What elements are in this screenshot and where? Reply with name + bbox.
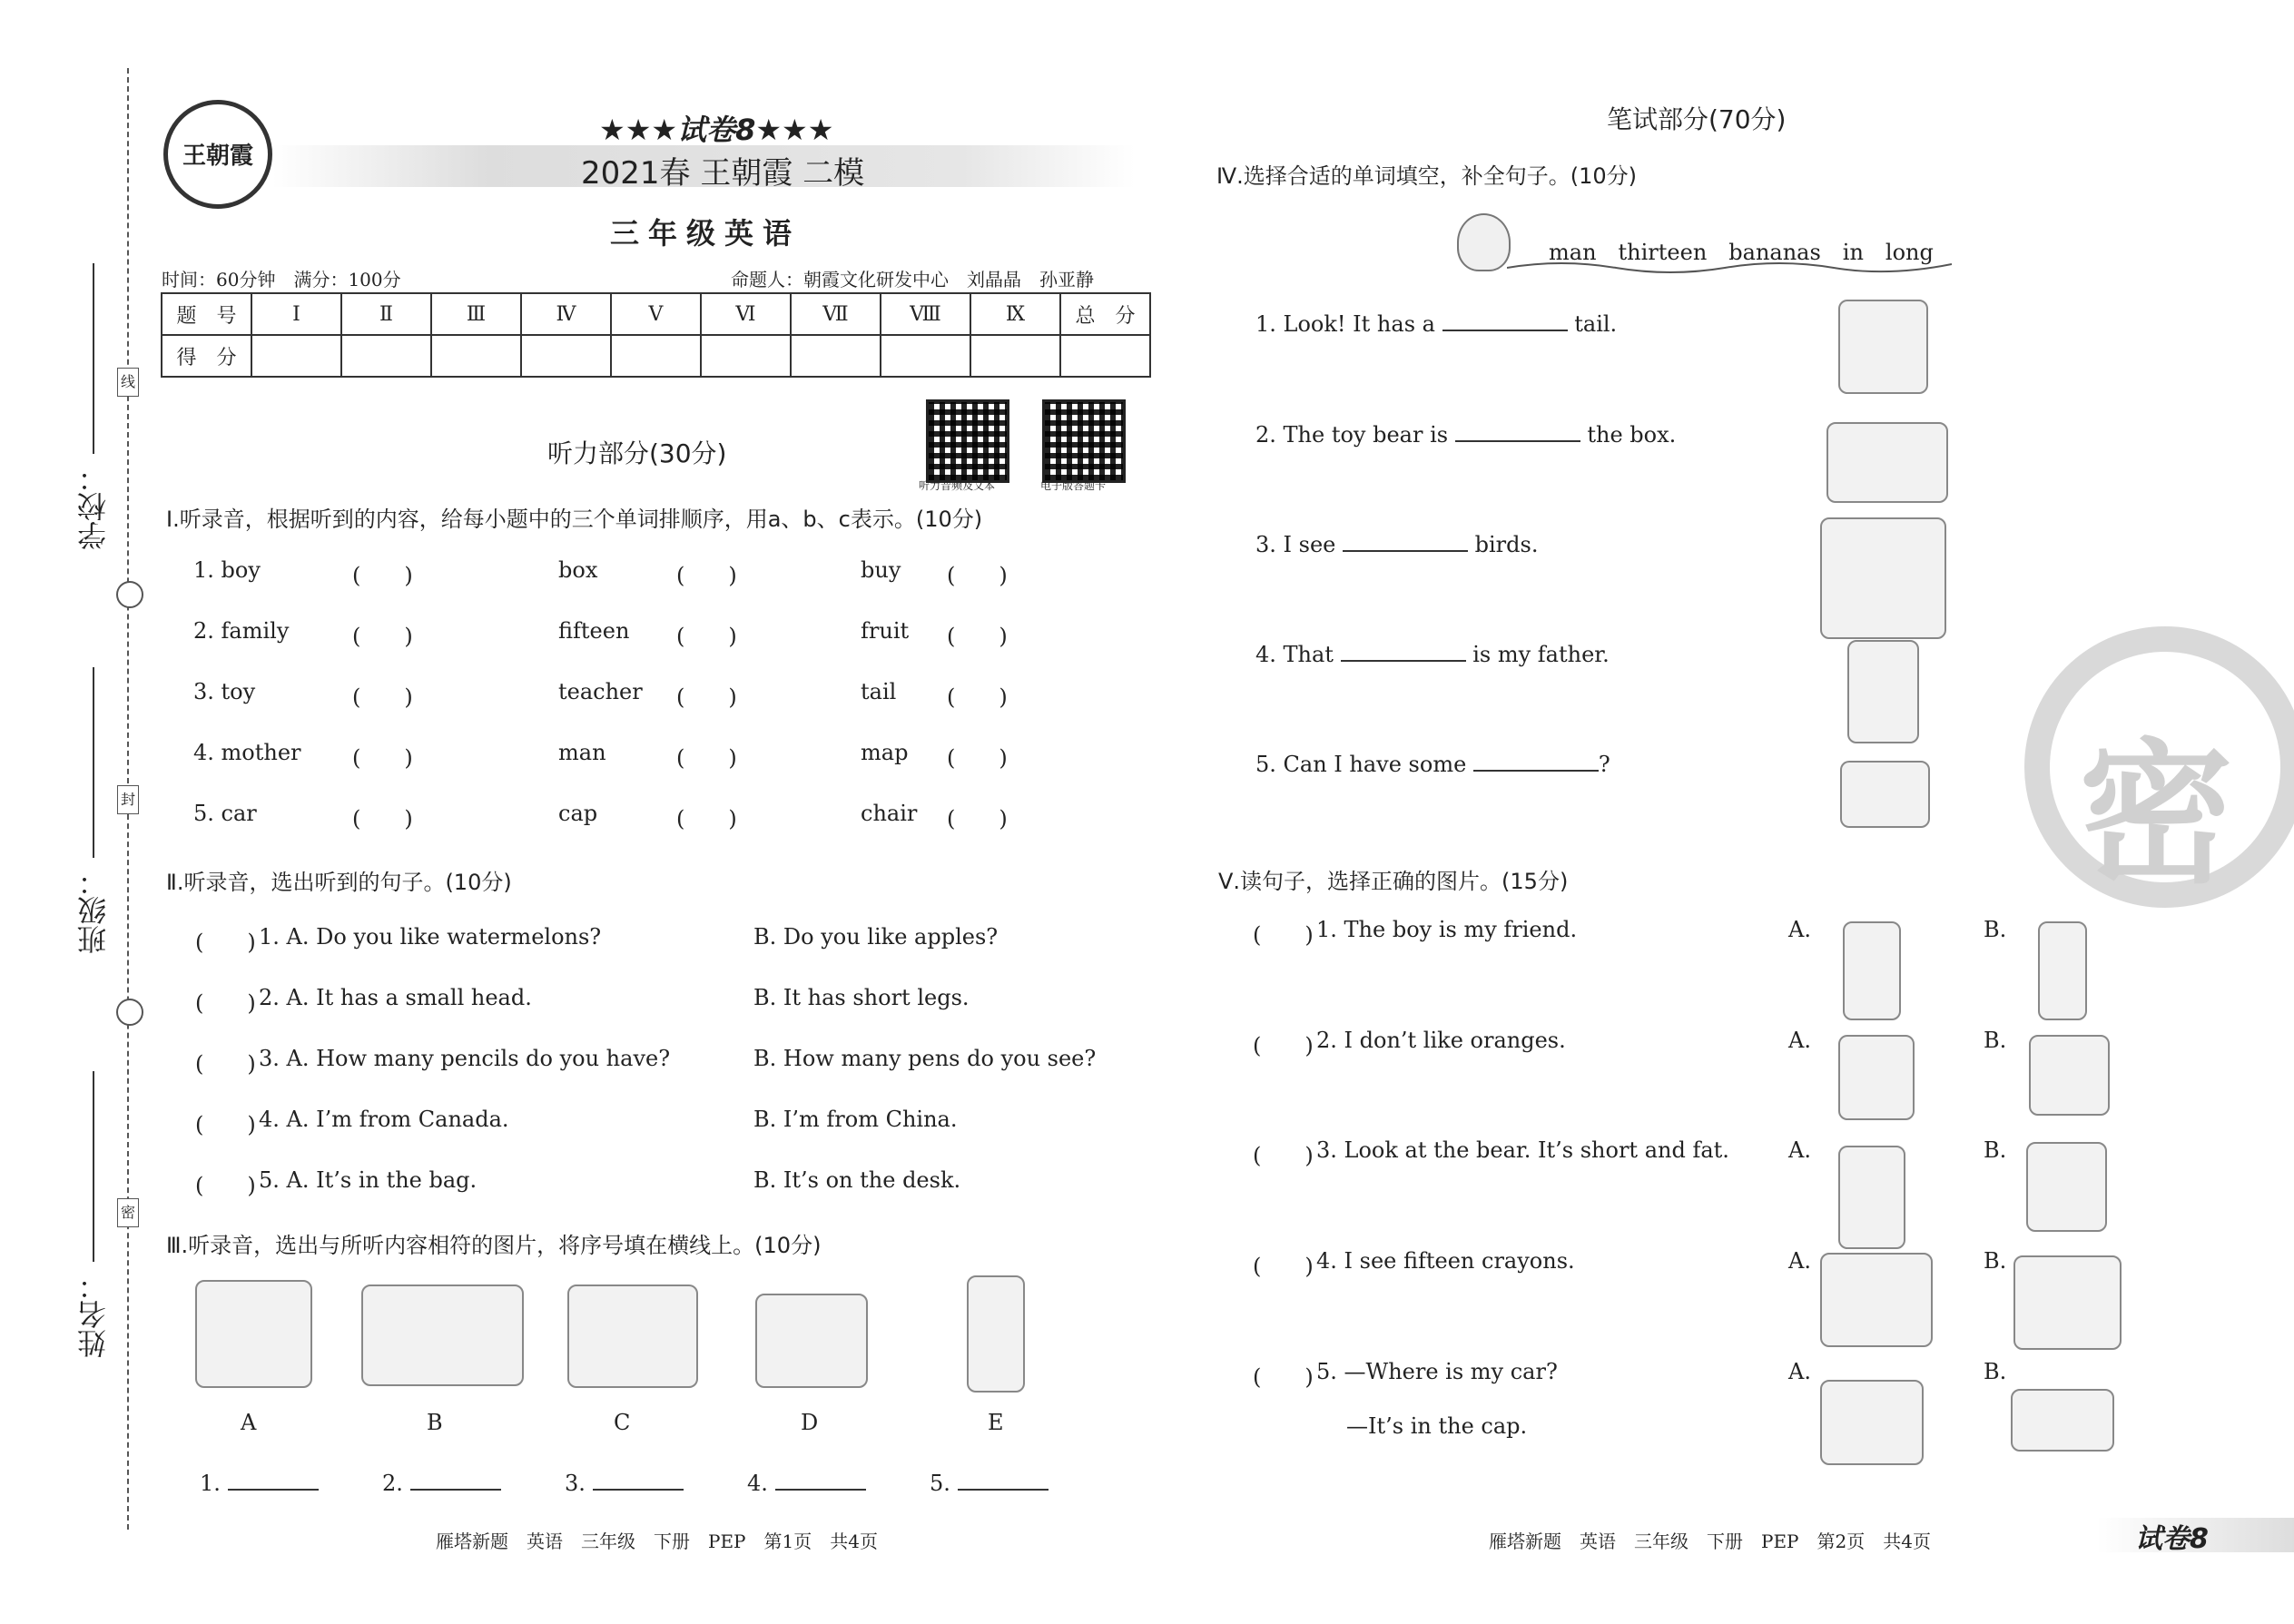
- item-text: 5. —Where is my car?: [1316, 1359, 1558, 1384]
- blank-line[interactable]: [410, 1489, 501, 1491]
- class-fill-line: [93, 667, 94, 858]
- word: 3. toy: [193, 679, 256, 704]
- answer-paren[interactable]: ( ): [947, 745, 1008, 771]
- crayons-b-icon[interactable]: [2013, 1255, 2122, 1350]
- list-item: [195, 985, 1103, 1046]
- answer-paren[interactable]: ( ): [676, 684, 737, 710]
- option-b: B. I’m from China.: [753, 1107, 958, 1132]
- table-cell: 总 分: [1060, 293, 1150, 335]
- fill-item-1: [1255, 311, 1617, 337]
- time-info: 时间：60分钟 满分：100分: [162, 269, 401, 290]
- blank-number: 1.: [200, 1471, 221, 1496]
- blank-line[interactable]: [1455, 440, 1580, 442]
- picture-girls-eating-icon: [195, 1280, 312, 1388]
- list-item: [195, 924, 1103, 985]
- fill-item-2: [1255, 422, 1676, 448]
- table-cell: Ⅲ: [431, 293, 521, 335]
- answer-blank[interactable]: [565, 1471, 684, 1496]
- answer-paren[interactable]: ( ): [1253, 1033, 1314, 1058]
- qr-label: 电子版答题卡: [1040, 479, 1107, 492]
- option-b: B. It’s on the desk.: [753, 1167, 961, 1193]
- score-table-header-row: [162, 293, 1150, 335]
- option-b-label: B.: [1984, 1028, 2007, 1053]
- answer-paren[interactable]: ( ): [947, 563, 1008, 588]
- answer-paren[interactable]: ( ): [947, 806, 1008, 832]
- fill-item-4: [1255, 642, 1610, 667]
- fill-item-5: [1255, 752, 1610, 777]
- exam-title: 2021春 王朝霞 二模: [581, 155, 865, 192]
- logo-seal-icon: [163, 100, 272, 209]
- table-cell: Ⅸ: [970, 293, 1060, 335]
- answer-paren[interactable]: ( ): [947, 624, 1008, 649]
- word: 1. boy: [193, 557, 261, 583]
- option-b-label: B.: [1984, 917, 2007, 942]
- word: 2. family: [193, 618, 290, 644]
- answer-paren[interactable]: ( ): [352, 624, 413, 649]
- seal-line-mark: 线: [117, 368, 139, 397]
- word-bank: man thirteen bananas in long: [1549, 240, 1934, 265]
- option-a-label: A.: [1788, 917, 1811, 942]
- picture-label: D: [801, 1410, 819, 1435]
- item-text: ?: [1598, 752, 1610, 777]
- item-text: 2. The toy bear is: [1255, 422, 1449, 448]
- option-a: 3. A. How many pencils do you have?: [259, 1046, 671, 1071]
- picture-bananas-icon: [361, 1284, 524, 1386]
- class-label: 班级：: [76, 867, 111, 954]
- option-a-label: A.: [1788, 1028, 1811, 1053]
- boy-option-icon[interactable]: [2038, 921, 2087, 1020]
- bear-icon[interactable]: [2026, 1142, 2107, 1232]
- binding-hole-icon: [116, 581, 143, 608]
- table-cell: Ⅰ: [251, 293, 341, 335]
- answer-paren[interactable]: ( ): [352, 563, 413, 588]
- section-2-list: [195, 924, 1103, 1228]
- option-a: 4. A. I’m from Canada.: [259, 1107, 509, 1132]
- answer-paren[interactable]: ( ): [676, 745, 737, 771]
- word: buy: [861, 557, 901, 583]
- answer-blank[interactable]: [747, 1471, 866, 1496]
- car-on-table-icon[interactable]: [1820, 1380, 1924, 1465]
- answer-paren[interactable]: ( ): [676, 806, 737, 832]
- school-label: 学校：: [76, 463, 111, 550]
- word: 5. car: [193, 801, 257, 826]
- answer-paren[interactable]: ( ): [195, 1173, 256, 1198]
- word: map: [861, 740, 909, 765]
- tree-birds-icon: [1820, 517, 1946, 639]
- blank-line[interactable]: [1442, 330, 1568, 331]
- option-a-label: A.: [1788, 1248, 1811, 1274]
- table-cell: Ⅳ: [521, 293, 611, 335]
- word: fifteen: [558, 618, 630, 644]
- word: chair: [861, 801, 918, 826]
- answer-paren[interactable]: ( ): [1253, 1364, 1314, 1390]
- father-icon: [1847, 640, 1919, 743]
- score-input-cell[interactable]: [521, 335, 611, 377]
- option-a-label: A.: [1788, 1359, 1811, 1384]
- name-label: 姓名：: [76, 1271, 111, 1358]
- blank-number: 3.: [565, 1471, 586, 1496]
- list-item: [195, 1046, 1103, 1107]
- blank-line[interactable]: [958, 1489, 1049, 1491]
- written-title: 笔试部分(70分): [1607, 104, 1787, 134]
- item-text: —It’s in the cap.: [1346, 1413, 1528, 1439]
- seal-seal-mark: 封: [117, 785, 139, 814]
- qr-code-icon[interactable]: [926, 399, 1009, 483]
- option-b: B. How many pens do you see?: [753, 1046, 1097, 1071]
- word: teacher: [558, 679, 643, 704]
- giraffe-icon[interactable]: [1838, 1146, 1905, 1249]
- table-cell: Ⅵ: [701, 293, 791, 335]
- picture-bridge-icon: [755, 1294, 868, 1388]
- option-a-label: A.: [1788, 1137, 1811, 1163]
- monkey-icon: [1838, 300, 1928, 394]
- item-text: 3. I see: [1255, 532, 1336, 557]
- item-text: is my father.: [1472, 642, 1610, 667]
- table-cell: 得 分: [162, 335, 251, 377]
- blank-line[interactable]: [1341, 660, 1466, 662]
- word: cap: [558, 801, 598, 826]
- section-5-title: Ⅴ.读句子，选择正确的图片。(15分): [1218, 869, 1569, 894]
- item-text: 4. I see fifteen crayons.: [1316, 1248, 1575, 1274]
- answer-paren[interactable]: ( ): [352, 745, 413, 771]
- qr-code-icon[interactable]: [1042, 399, 1126, 483]
- option-b-label: B.: [1984, 1248, 2007, 1274]
- picture-label: C: [614, 1410, 631, 1435]
- logo-text: 王朝霞: [182, 143, 253, 170]
- watermark-glyph: 密: [2079, 725, 2234, 905]
- blank-number: 4.: [747, 1471, 768, 1496]
- item-text: 3. Look at the bear. It’s short and fat.: [1316, 1137, 1729, 1163]
- list-item: [193, 801, 1056, 861]
- answer-paren[interactable]: ( ): [195, 1051, 256, 1077]
- answer-paren[interactable]: ( ): [676, 624, 737, 649]
- score-input-cell[interactable]: [791, 335, 881, 377]
- score-input-cell[interactable]: [970, 335, 1060, 377]
- duck-icon: [1457, 213, 1511, 271]
- author-info: 命题人：朝霞文化研发中心 刘晶晶 孙亚静: [731, 269, 1094, 290]
- word: fruit: [861, 618, 910, 644]
- picture-toy-car-icon: [567, 1284, 698, 1388]
- footer-tag: 试卷8: [2135, 1523, 2209, 1555]
- answer-paren[interactable]: ( ): [947, 684, 1008, 710]
- answer-paren[interactable]: ( ): [195, 1112, 256, 1137]
- footer-left: 雁塔新题 英语 三年级 下册 PEP 第1页 共4页: [436, 1530, 878, 1552]
- score-input-cell[interactable]: [251, 335, 341, 377]
- item-text: 5. Can I have some: [1255, 752, 1467, 777]
- score-input-cell[interactable]: [1060, 335, 1150, 377]
- word: 4. mother: [193, 740, 301, 765]
- section-5-list: [1253, 917, 2142, 1462]
- option-b: B. Do you like apples?: [753, 924, 999, 950]
- answer-paren[interactable]: ( ): [1253, 1254, 1314, 1279]
- name-fill-line: [93, 1071, 94, 1262]
- answer-paren[interactable]: ( ): [1253, 1143, 1314, 1168]
- item-text: the box.: [1587, 422, 1677, 448]
- blank-line[interactable]: [228, 1489, 319, 1491]
- subject-title: 三年级英语: [610, 216, 802, 251]
- answer-paren[interactable]: ( ): [352, 806, 413, 832]
- blank-number: 2.: [382, 1471, 403, 1496]
- option-b-label: B.: [1984, 1137, 2007, 1163]
- picture-label: E: [988, 1410, 1004, 1435]
- list-item: [195, 1107, 1103, 1167]
- answer-paren[interactable]: ( ): [195, 930, 256, 955]
- list-item: [193, 740, 1056, 801]
- section-3-title: Ⅲ.听录音，选出与所听内容相符的图片，将序号填在横线上。(10分): [166, 1233, 822, 1258]
- section-2-title: Ⅱ.听录音，选出听到的句子。(10分): [166, 870, 512, 895]
- option-a: 2. A. It has a small head.: [259, 985, 532, 1010]
- blank-line[interactable]: [1473, 770, 1599, 772]
- word: tail: [861, 679, 897, 704]
- blank-line[interactable]: [593, 1489, 684, 1491]
- bananas-icon: [1840, 761, 1930, 828]
- fill-item-3: [1255, 532, 1538, 557]
- option-a: 5. A. It’s in the bag.: [259, 1167, 478, 1193]
- footer-right: 雁塔新题 英语 三年级 下册 PEP 第2页 共4页: [1489, 1530, 1931, 1552]
- item-text: birds.: [1474, 532, 1539, 557]
- word: man: [558, 740, 606, 765]
- score-input-cell[interactable]: [701, 335, 791, 377]
- answer-blank[interactable]: [930, 1471, 1049, 1496]
- table-cell: Ⅴ: [611, 293, 701, 335]
- score-input-cell[interactable]: [881, 335, 970, 377]
- table-cell: Ⅱ: [341, 293, 431, 335]
- picture-girl-icon: [967, 1275, 1025, 1393]
- answer-paren[interactable]: ( ): [352, 684, 413, 710]
- item-text: tail.: [1574, 311, 1618, 337]
- score-input-cell[interactable]: [341, 335, 431, 377]
- school-fill-line: [93, 263, 94, 454]
- answer-blank[interactable]: [382, 1471, 501, 1496]
- blank-line[interactable]: [775, 1489, 866, 1491]
- answer-blank[interactable]: [200, 1471, 319, 1496]
- binding-hole-icon: [116, 999, 143, 1026]
- answer-paren[interactable]: ( ): [1253, 922, 1314, 948]
- section-4-title: Ⅳ.选择合适的单词填空，补全句子。(10分): [1216, 163, 1638, 189]
- list-item: [193, 618, 1056, 679]
- picture-label: B: [427, 1410, 443, 1435]
- exam-number: ★★★试卷8★★★: [599, 113, 834, 147]
- score-input-cell[interactable]: [611, 335, 701, 377]
- option-b-label: B.: [1984, 1359, 2007, 1384]
- blank-number: 5.: [930, 1471, 950, 1496]
- table-cell: Ⅷ: [881, 293, 970, 335]
- answer-paren[interactable]: ( ): [195, 990, 256, 1016]
- table-cell: Ⅶ: [791, 293, 881, 335]
- item-text: 4. That: [1255, 642, 1334, 667]
- item-text: 1. The boy is my friend.: [1316, 917, 1578, 942]
- blank-line[interactable]: [1343, 550, 1468, 552]
- score-input-cell[interactable]: [431, 335, 521, 377]
- item-text: 2. I don’t like oranges.: [1316, 1028, 1566, 1053]
- seal-dense-mark: 密: [117, 1198, 139, 1227]
- picture-label: A: [241, 1410, 257, 1435]
- table-cell: 题 号: [162, 293, 251, 335]
- listening-title: 听力部分(30分): [547, 438, 727, 468]
- score-table: [161, 292, 1151, 378]
- qr-label: 听力音频及文本: [919, 479, 996, 492]
- girl-option-icon[interactable]: [1843, 921, 1901, 1020]
- score-table-score-row: [162, 335, 1150, 377]
- girl-eating-icon[interactable]: [2029, 1035, 2110, 1116]
- list-item: [195, 1167, 1103, 1228]
- section-1-list: [193, 557, 1056, 861]
- baby-eating-icon[interactable]: [1838, 1035, 1915, 1120]
- option-b: B. It has short legs.: [753, 985, 970, 1010]
- bear-in-box-icon: [1826, 422, 1948, 503]
- list-item: [193, 679, 1056, 740]
- answer-paren[interactable]: ( ): [676, 563, 737, 588]
- section-1-title: Ⅰ.听录音，根据听到的内容，给每小题中的三个单词排顺序，用a、b、c表示。(10分): [166, 507, 983, 532]
- item-text: 1. Look! It has a: [1255, 311, 1435, 337]
- car-in-cap-icon[interactable]: [2011, 1389, 2114, 1452]
- word: box: [558, 557, 598, 583]
- list-item: [193, 557, 1056, 618]
- option-a: 1. A. Do you like watermelons?: [259, 924, 602, 950]
- crayons-a-icon[interactable]: [1820, 1253, 1933, 1347]
